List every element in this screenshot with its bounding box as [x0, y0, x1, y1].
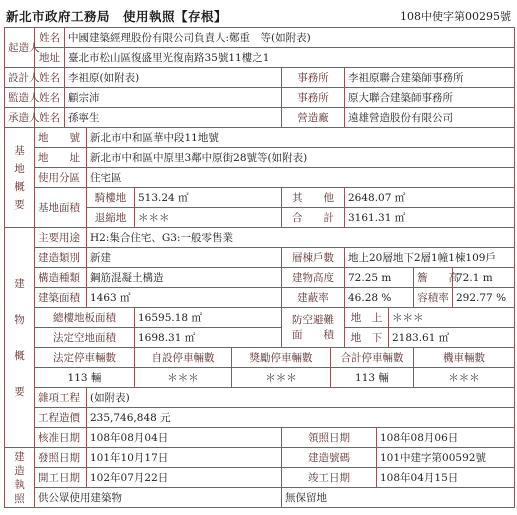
permit-facility-note: 供公眾使用建築物 — [35, 488, 282, 508]
site-address-label: 地 址 — [35, 148, 87, 168]
site-row-address — [5, 148, 515, 168]
parking-header-bonus: 獎勵停車輛數 — [232, 348, 331, 368]
permit-issue-date: 101年10月17日 — [87, 448, 282, 468]
permit-no-label: 建造號碼 — [282, 448, 377, 468]
designer-row — [5, 68, 515, 88]
building-shelter-above-label: 地 上 — [345, 308, 389, 328]
contractor-section-label: 承造人 — [5, 108, 35, 128]
site-lot: 新北市中和區華中段11地號 — [87, 128, 515, 148]
issue-date: 108年08月06日 — [377, 428, 515, 448]
parking-header-legal: 法定停車輛數 — [35, 348, 135, 368]
permit-row-start — [5, 468, 515, 488]
applicant-name: 中國建築經理股份有限公司負責人:鄭重 等(如附表) — [65, 28, 515, 48]
building-row-structure — [5, 268, 515, 288]
building-far: 292.77 % — [453, 288, 515, 308]
site-lot-label: 地 號 — [35, 128, 87, 148]
building-shelter-above: ＊＊＊ — [389, 308, 515, 328]
applicant-name-label: 姓名 — [35, 28, 65, 48]
site-other-value: 2648.07 ㎡ — [345, 188, 515, 208]
supervisor-row — [5, 88, 515, 108]
parking-value-row — [5, 368, 515, 388]
building-row-area — [5, 288, 515, 308]
building-height-label: 建物高度 — [282, 268, 345, 288]
building-shelter-below-label: 地 下 — [345, 328, 389, 348]
site-address: 新北市中和區中原里3鄰中原街28號等(如附表) — [87, 148, 515, 168]
site-row-zone — [5, 168, 515, 188]
parking-value-total: 113 輛 — [331, 368, 414, 388]
contractor-office-label: 營造廠 — [282, 108, 345, 128]
building-row-legal-open — [5, 328, 515, 348]
supervisor-office-label: 事務所 — [282, 88, 345, 108]
building-floors: 地上20層地下2層1幢1棟109戶 — [345, 248, 515, 268]
parking-header-total: 合計停車輛數 — [331, 348, 414, 368]
contractor-office: 遠雄營造股份有限公司 — [345, 108, 515, 128]
document-header — [0, 4, 517, 26]
designer-section-label: 設計人 — [5, 68, 35, 88]
applicant-address-label: 地址 — [35, 48, 65, 68]
building-misc: (如附表) — [87, 388, 515, 408]
parking-value-self: ＊＊＊ — [135, 368, 232, 388]
designer-office: 李祖原聯合建築師事務所 — [345, 68, 515, 88]
dates-row — [5, 428, 515, 448]
building-shelter-label: 防空避難 面 積 — [282, 308, 345, 348]
permit-start-label: 開工日期 — [35, 468, 87, 488]
permit-start-date: 102年07月22日 — [87, 468, 282, 488]
parking-header-row — [5, 348, 515, 368]
building-type: 新建 — [87, 248, 282, 268]
contractor-row — [5, 108, 515, 128]
approve-date: 108年08月04日 — [87, 428, 282, 448]
site-section-label: 基 地 概 要 — [5, 128, 35, 228]
permit-finish-label: 竣工日期 — [282, 468, 377, 488]
building-coverage-label: 建蔽率 — [282, 288, 345, 308]
site-zone-label: 使用分區 — [35, 168, 87, 188]
site-setback-label: 退縮地 — [87, 208, 135, 228]
building-use: H2:集合住宅、G3:一般零售業 — [87, 228, 515, 248]
permit-row-issue — [5, 448, 515, 468]
site-row-area-1 — [5, 188, 515, 208]
building-row-use — [5, 228, 515, 248]
building-structure: 鋼筋混凝土構造 — [87, 268, 282, 288]
permit-arcade-note: 無保留地 — [282, 488, 515, 508]
permit-issue-label: 發照日期 — [35, 448, 87, 468]
building-legal-open: 1698.31 ㎡ — [135, 328, 282, 348]
building-area-label: 建築面積 — [35, 288, 87, 308]
designer-name: 李祖原(如附表) — [65, 68, 282, 88]
site-total-value: 3161.31 ㎡ — [345, 208, 515, 228]
permit-finish-date: 108年04月15日 — [377, 468, 515, 488]
building-height: 72.25 m — [345, 268, 414, 288]
applicant-section-label: 起造人 — [5, 28, 35, 68]
building-shelter-below: 2183.61 ㎡ — [389, 328, 515, 348]
parking-value-motorcycle: ＊＊＊ — [414, 368, 515, 388]
building-area: 1463 ㎡ — [87, 288, 282, 308]
building-cost: 235,746,848 元 — [87, 408, 515, 428]
parking-header-motorcycle: 機車輛數 — [414, 348, 515, 368]
supervisor-section-label: 監造人 — [5, 88, 35, 108]
site-row-lot — [5, 128, 515, 148]
permit-no: 101中建字第00592號 — [377, 448, 515, 468]
building-row-misc — [5, 388, 515, 408]
site-arcade-value: 513.24 ㎡ — [135, 188, 282, 208]
building-use-label: 主要用途 — [35, 228, 87, 248]
issue-date-label: 領照日期 — [282, 428, 377, 448]
building-section-label: 建 物 概 要 — [5, 228, 35, 448]
building-total-floor-label: 總樓地板面積 — [35, 308, 135, 328]
applicant-row-name — [5, 28, 515, 48]
building-far-label: 容積率 — [414, 288, 453, 308]
building-cost-label: 工程造價 — [35, 408, 87, 428]
contractor-name-label: 姓名 — [35, 108, 65, 128]
site-total-label: 合 計 — [282, 208, 345, 228]
building-legal-open-label: 法定空地面積 — [35, 328, 135, 348]
building-row-total-floor — [5, 308, 515, 328]
document-title: 新北市政府工務局 使用執照【存根】 — [6, 9, 228, 24]
building-eave: 72.1 m — [453, 268, 515, 288]
site-setback-value: ＊＊＊ — [135, 208, 282, 228]
applicant-address: 臺北市松山區復盛里光復南路35號11樓之1 — [65, 48, 515, 68]
building-row-type — [5, 248, 515, 268]
site-arcade-label: 騎樓地 — [87, 188, 135, 208]
building-type-label: 建造類別 — [35, 248, 87, 268]
permit-number: 108中使字第00295號 — [400, 10, 511, 23]
site-other-label: 其 他 — [282, 188, 345, 208]
building-misc-label: 雜項工程 — [35, 388, 87, 408]
supervisor-name-label: 姓名 — [35, 88, 65, 108]
building-coverage: 46.28 % — [345, 288, 414, 308]
supervisor-office: 原大聯合建築師事務所 — [345, 88, 515, 108]
parking-value-bonus: ＊＊＊ — [232, 368, 331, 388]
parking-value-legal: 113 輛 — [35, 368, 135, 388]
designer-office-label: 事務所 — [282, 68, 345, 88]
site-zone: 住宅區 — [87, 168, 515, 188]
parking-header-self: 自設停車輛數 — [135, 348, 232, 368]
site-area-label: 基地面積 — [35, 188, 87, 228]
building-total-floor: 16595.18 ㎡ — [135, 308, 282, 328]
permit-table — [4, 27, 515, 508]
building-floors-label: 層棟戶數 — [282, 248, 345, 268]
approve-date-label: 核准日期 — [35, 428, 87, 448]
permit-row-notes — [5, 488, 515, 508]
contractor-name: 孫寧生 — [65, 108, 282, 128]
designer-name-label: 姓名 — [35, 68, 65, 88]
building-structure-label: 構造種類 — [35, 268, 87, 288]
building-eave-label: 簷 高 — [414, 268, 453, 288]
supervisor-name: 顧宗沛 — [65, 88, 282, 108]
permit-section-label: 建 造 執 照 — [5, 448, 35, 508]
applicant-row-address — [5, 48, 515, 68]
building-row-cost — [5, 408, 515, 428]
